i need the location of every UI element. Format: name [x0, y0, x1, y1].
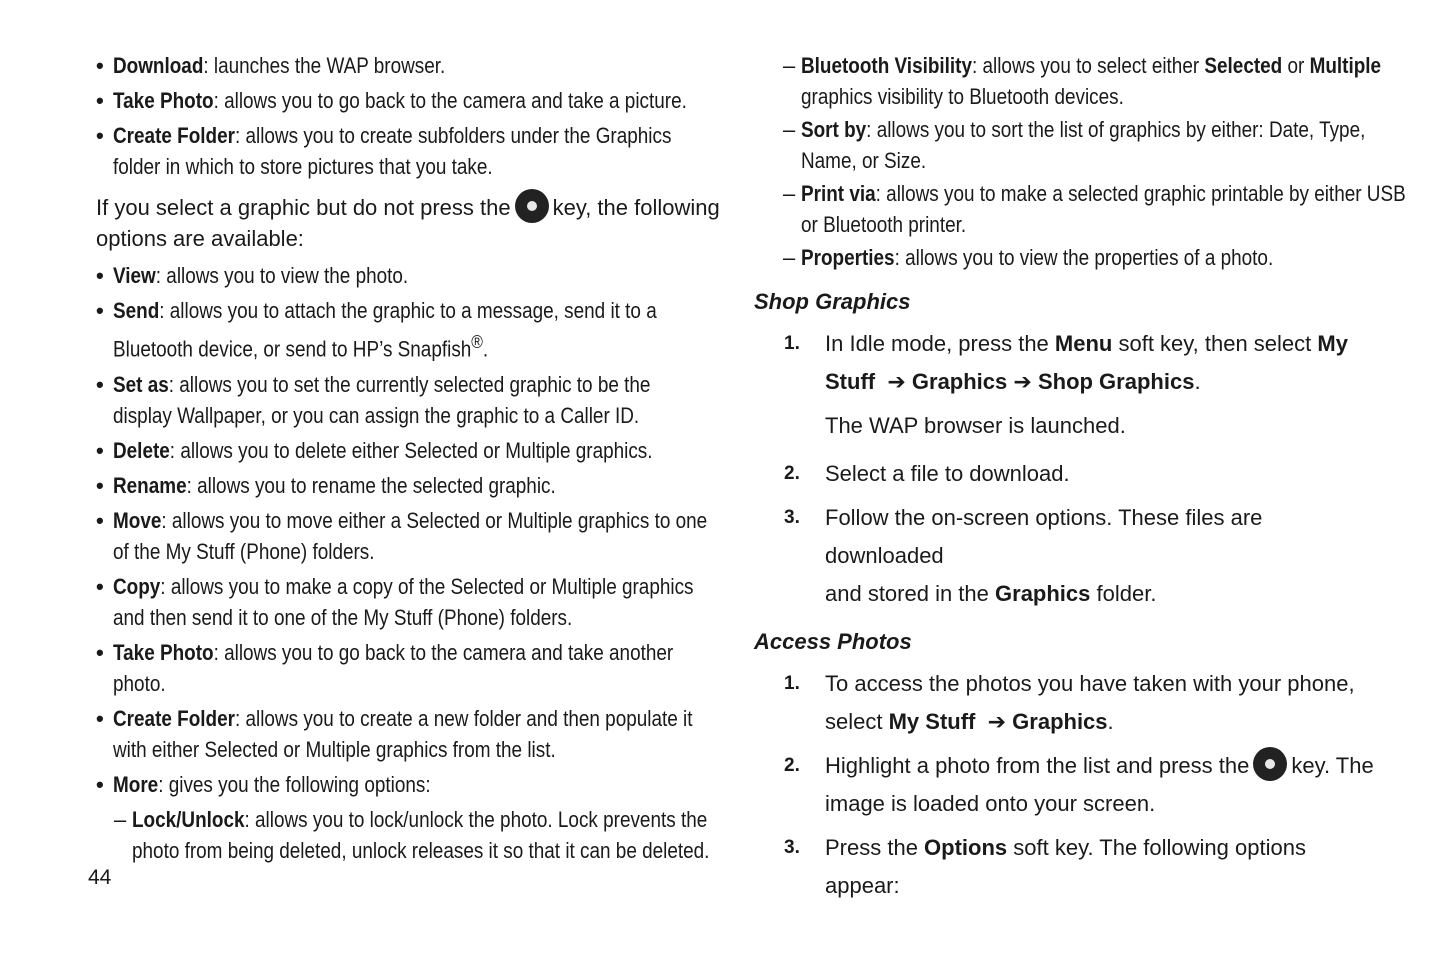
- more-print-via: – Print via: allows you to make a selected graphic printable by either USB or Bluetooth printer.: [783, 181, 1406, 237]
- more-bluetooth-visibility: – Bluetooth Visibility: allows you to select either Selected or Multiple graphics visibility to Bluetooth devices.: [783, 53, 1382, 109]
- bullet-take-photo: • Take Photo: allows you to go back to the camera and take a picture.: [96, 88, 687, 113]
- shop-step-1-note: The WAP browser is launched.: [825, 413, 1126, 438]
- option-set-as: • Set as: allows you to set the currently selected graphic to be the display Wallpaper, or you can assign the graphic to a Caller ID.: [96, 371, 651, 428]
- option-create-folder: • Create Folder: allows you to create a new folder and then populate it with either Selected or Multiple graphics from the list.: [96, 705, 693, 762]
- shop-step-1: 1. In Idle mode, press the Menu soft key, then select My Stuff ➔ Graphics ➔ Shop Graphics.: [784, 331, 1348, 394]
- right-column: [754, 50, 1406, 911]
- select-key-icon: [1253, 747, 1287, 781]
- more-properties: – Properties: allows you to view the properties of a photo.: [783, 245, 1274, 270]
- access-photos-heading: Access Photos: [754, 629, 912, 654]
- shop-graphics-heading: Shop Graphics: [754, 289, 911, 314]
- bullet-download: • Download: launches the WAP browser.: [96, 53, 446, 78]
- option-copy: • Copy: allows you to make a copy of the Selected or Multiple graphics and then send it to one of the My Stuff (Phone) folders.: [96, 573, 694, 630]
- option-rename: • Rename: allows you to rename the selected graphic.: [96, 472, 556, 498]
- page-number: 44: [88, 866, 112, 889]
- arrow-icon: ➔: [1013, 369, 1032, 394]
- left-column: [96, 50, 720, 868]
- arrow-icon: ➔: [987, 709, 1007, 734]
- more-lock-unlock: – Lock/Unlock: allows you to lock/unlock the photo. Lock prevents the photo from being deleted, unlock releases it so that it can be deleted.: [114, 806, 710, 863]
- option-take-photo: • Take Photo: allows you to go back to the camera and take another photo.: [96, 639, 674, 696]
- access-step-1: 1. To access the photos you have taken with your phone, select My Stuff ➔ Graphics.: [784, 671, 1355, 734]
- option-delete: • Delete: allows you to delete either Selected or Multiple graphics.: [96, 437, 653, 463]
- option-view: • View: allows you to view the photo.: [96, 263, 409, 289]
- option-more: • More: gives you the following options:: [96, 771, 431, 797]
- shop-step-2: 2. Select a file to download.: [784, 461, 1070, 486]
- intro-paragraph: If you select a graphic but do not press the key, the following options are available:: [96, 192, 696, 254]
- more-sort-by: – Sort by: allows you to sort the list of graphics by either: Date, Type, Name, or Size.: [783, 117, 1366, 173]
- shop-step-3: 3. Follow the on-screen options. These files are downloaded and stored in the Graphics folder.: [784, 505, 1263, 606]
- arrow-icon: ➔: [887, 369, 906, 394]
- option-send: • Send: allows you to attach the graphic to a message, send it to a Bluetooth device, or send to HP’s Snapfish®.: [96, 298, 657, 362]
- select-key-icon: [515, 189, 549, 223]
- option-move: • Move: allows you to move either a Selected or Multiple graphics to one of the My Stuff (Phone) folders.: [96, 507, 708, 564]
- access-step-3: 3. Press the Options soft key. The following options appear:: [784, 835, 1306, 898]
- bullet-create-folder: • Create Folder: allows you to create subfolders under the Graphics folder in which to store pictures that you take.: [96, 123, 672, 179]
- access-step-2: 2. Highlight a photo from the list and press the key. The image is loaded onto your screen.: [754, 747, 1366, 823]
